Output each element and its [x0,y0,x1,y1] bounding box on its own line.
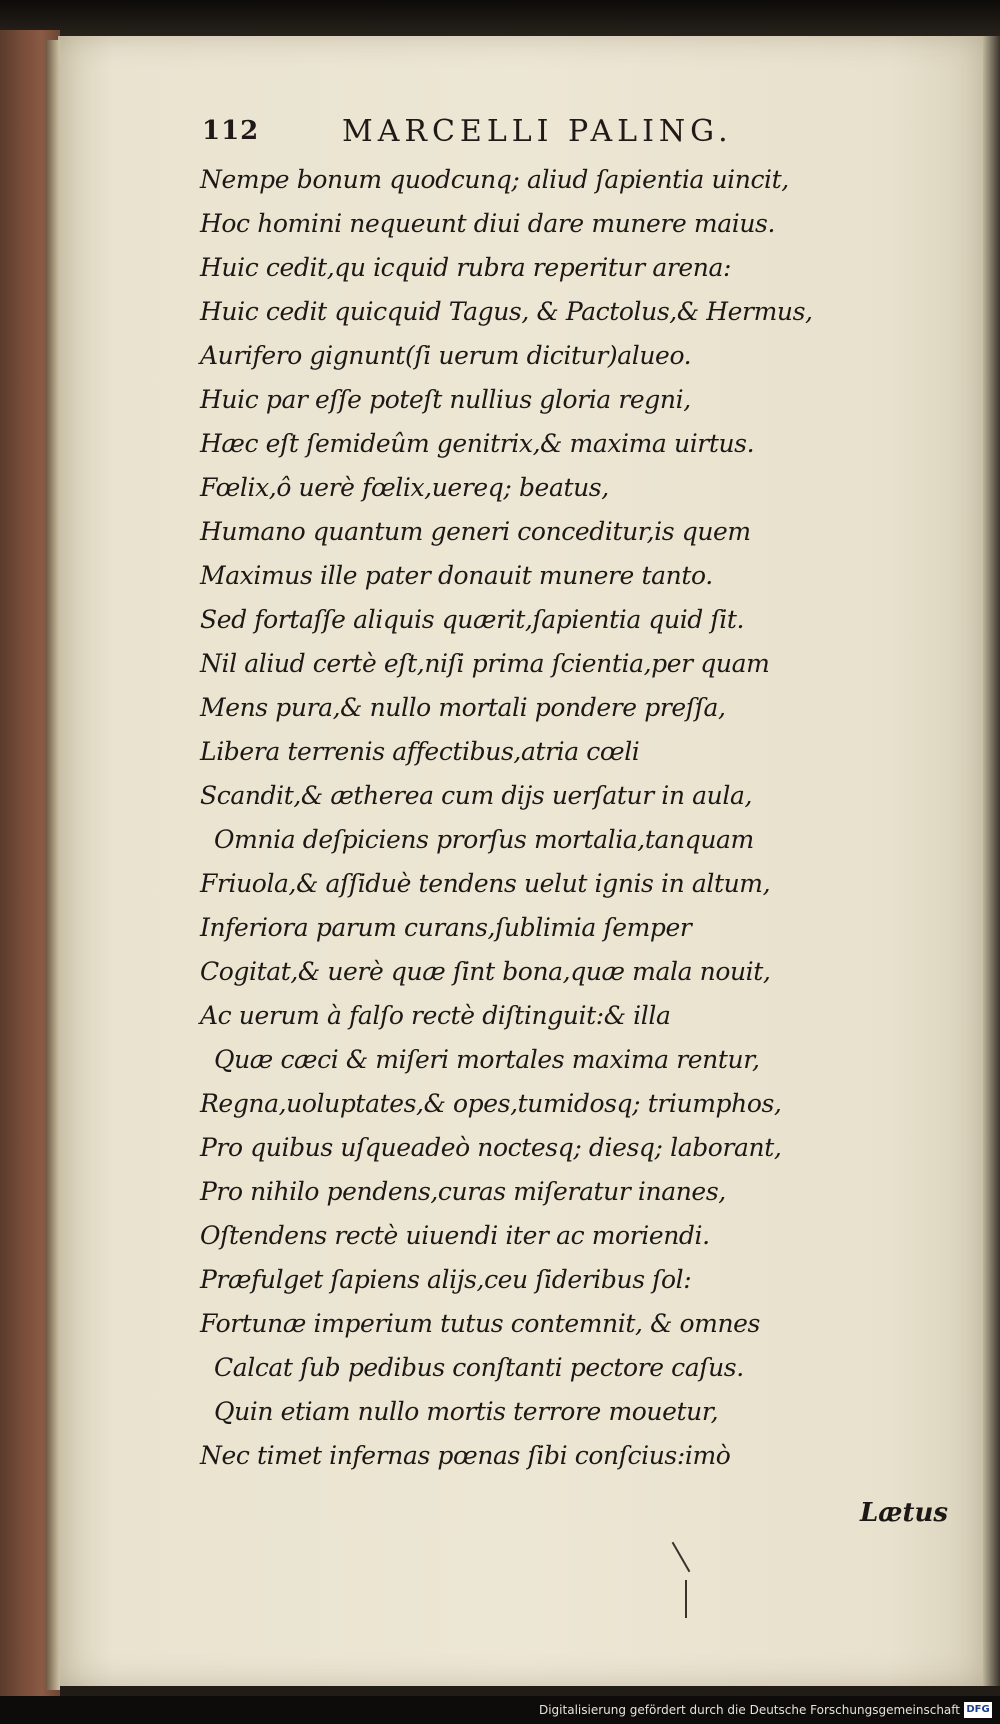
verse-line: Præfulget ſapiens alijs,ceu ſideribus ſol: [200,1265,692,1294]
scan-top-edge [0,0,1000,40]
catchword: Lætus [860,1498,949,1528]
verse-line: Calcat ſub pedibus conſtanti pectore caſus. [214,1353,744,1382]
verse-line: Regna,uoluptates,& opes,tumidosq; triumphos, [200,1089,782,1118]
verse-text [200,158,920,1478]
verse-line: Nec timet infernas pœnas ſibi conſcius:imò [200,1441,731,1470]
verse-line: Aurifero gignunt(ſi uerum dicitur)alueo. [200,341,692,370]
running-head [202,116,842,156]
verse-line: Fœlix,ô uerè fœlix,uereq; beatus, [200,473,609,502]
verse-line: Mens pura,& nullo mortali pondere preſſa, [200,693,726,722]
verse-line: Libera terrenis affectibus,atria cœli [200,737,640,766]
running-title: MARCELLI PALING. [342,114,733,149]
verse-line: Maximus ille pater donauit munere tanto. [200,561,713,590]
verse-line: Quin etiam nullo mortis terrore mouetur, [214,1397,719,1426]
verse-line: Hoc homini nequeunt diui dare munere maius. [200,209,776,238]
verse-line: Pro nihilo pendens,curas miſeratur inanes, [200,1177,726,1206]
verse-line: Pro quibus uſqueadeò noctesq; diesq; laborant, [200,1133,782,1162]
verse-line: Omnia deſpiciens prorſus mortalia,tanquam [214,825,754,854]
verse-line: Humano quantum generi conceditur,is quem [200,517,751,546]
dfg-logo: DFG [964,1702,992,1718]
digitization-footer [0,1696,1000,1724]
page-number: 112 [202,116,260,146]
verse-line: Ac uerum à falſo rectè diſtinguit:& illa [200,1001,671,1030]
verse-line: Huic cedit quicquid Tagus, & Pactolus,& Hermus, [200,297,813,326]
verse-line: Inferiora parum curans,ſublimia ſemper [200,913,692,942]
verse-line: Nempe bonum quodcunq; aliud ſapientia uincit, [200,165,789,194]
verse-line: Fortunæ imperium tutus contemnit, & omnes [200,1309,760,1338]
verse-line: Friuola,& aſſiduè tendens uelut ignis in altum, [200,869,771,898]
verse-line: Huic par eſſe poteſt nullius gloria regni, [200,385,691,414]
ink-stroke-mark [685,1580,687,1618]
page-gutter [46,40,60,1690]
verse-line: Quæ cæci & miſeri mortales maxima rentur, [214,1045,760,1074]
verse-line: Scandit,& ætherea cum dijs uerſatur in aula, [200,781,752,810]
verse-line: Cogitat,& uerè quæ ſint bona,quæ mala nouit, [200,957,771,986]
verse-line: Oſtendens rectè uiuendi iter ac moriendi. [200,1221,710,1250]
verse-line: Sed fortaſſe aliquis quærit,ſapientia quid ſit. [200,605,745,634]
verse-line: Hæc eſt ſemideûm genitrix,& maxima uirtus. [200,429,755,458]
verse-line: Nil aliud certè eſt,niſi prima ſcientia,per quam [200,649,770,678]
funding-credit: Digitalisierung gefördert durch die Deutsche Forschungsgemeinschaft [538,1703,960,1717]
verse-line: Huic cedit,qu icquid rubra reperitur arena: [200,253,732,282]
page-right-edge [983,36,1000,1686]
